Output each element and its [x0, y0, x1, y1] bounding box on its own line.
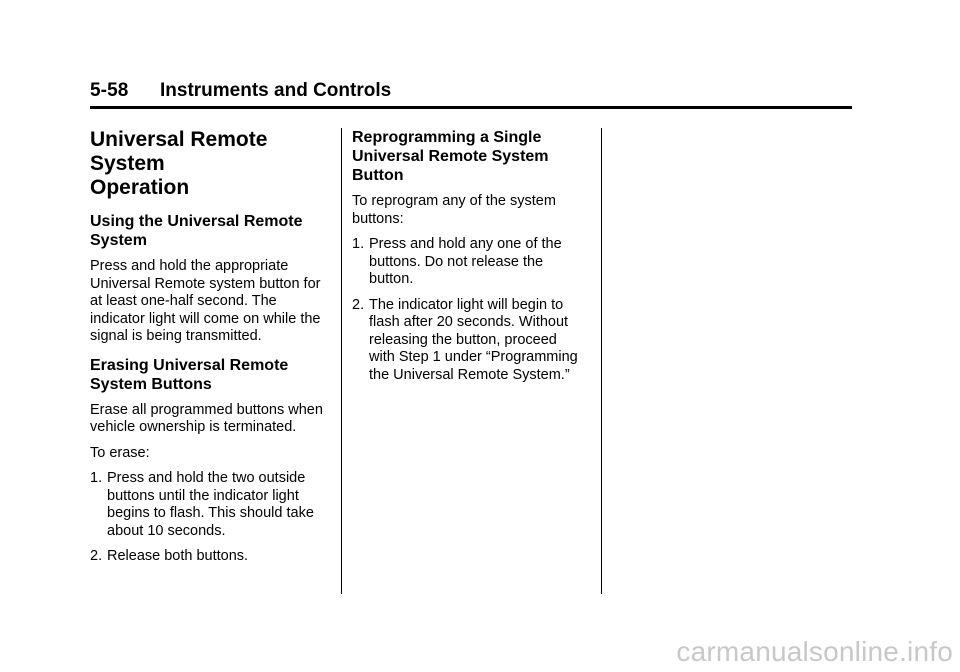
- main-heading-line: Universal Remote System: [90, 128, 268, 175]
- paragraph-reprogramming: [352, 193, 596, 228]
- paragraph-using: [90, 258, 334, 346]
- watermark: carmanualsonline.info: [676, 636, 953, 667]
- subheading-line: System Buttons: [90, 375, 212, 393]
- page-header: [90, 80, 852, 109]
- column-middle: [352, 128, 596, 392]
- column-divider: [341, 128, 342, 594]
- text-line: flash after 20 seconds. Without: [369, 314, 569, 330]
- text-line: Press and hold the two outside: [107, 470, 306, 486]
- text-line: at least one-half second. The: [90, 293, 277, 309]
- list-item: [352, 236, 596, 289]
- text-line: Press and hold any one of the: [369, 236, 562, 252]
- column-divider: [601, 128, 602, 594]
- main-heading: [90, 128, 334, 200]
- text-line: the Universal Remote System.”: [369, 366, 570, 383]
- text-line: indicator light will come on while the: [90, 310, 321, 327]
- subheading-reprogramming: [352, 128, 596, 185]
- text-line: vehicle ownership is terminated.: [90, 419, 297, 435]
- subheading-line: Button: [352, 167, 404, 184]
- text-line: buttons:: [352, 210, 404, 227]
- text-line: The indicator light will begin to: [369, 296, 564, 313]
- text-line: To reprogram any of the system: [352, 193, 556, 209]
- list-item: [90, 470, 334, 540]
- text-line: signal is being transmitted.: [90, 328, 262, 344]
- page-number: 5-58: [90, 80, 129, 101]
- column-left: [90, 128, 334, 574]
- text-line: buttons until the indicator light: [107, 487, 299, 504]
- list-marker: 2.: [90, 548, 103, 564]
- list-item: [90, 548, 334, 566]
- paragraph-erasing: [90, 402, 334, 437]
- text-line: Press and hold the appropriate: [90, 258, 289, 274]
- text-line: with Step 1 under “Programming: [369, 349, 578, 365]
- text-line: begins to flash. This should take: [107, 505, 314, 521]
- text-line: Universal Remote system button for: [90, 275, 321, 292]
- subheading-erasing: [90, 356, 334, 394]
- to-erase-label: To erase:: [90, 444, 150, 461]
- subheading-line: Reprogramming a Single: [352, 129, 542, 146]
- subheading-line: Erasing Universal Remote: [90, 356, 289, 374]
- list-marker: 1.: [90, 470, 103, 486]
- list-marker: 1.: [352, 236, 365, 252]
- subheading-line: Using the Universal Remote: [90, 213, 303, 230]
- text-line: Release both buttons.: [107, 548, 249, 564]
- list-marker: 2.: [352, 296, 365, 313]
- subheading-line: System: [90, 232, 147, 249]
- subheading-line: Universal Remote System: [352, 148, 549, 165]
- text-line: about 10 seconds.: [107, 522, 226, 539]
- text-line: button.: [369, 271, 414, 287]
- main-heading-line: Operation: [90, 176, 190, 199]
- text-line: releasing the button, proceed: [369, 331, 557, 348]
- text-line: buttons. Do not release the: [369, 253, 544, 270]
- subheading-using: [90, 212, 334, 250]
- list-item: [352, 297, 596, 385]
- section-title: Instruments and Controls: [160, 80, 392, 101]
- text-line: Erase all programmed buttons when: [90, 401, 323, 418]
